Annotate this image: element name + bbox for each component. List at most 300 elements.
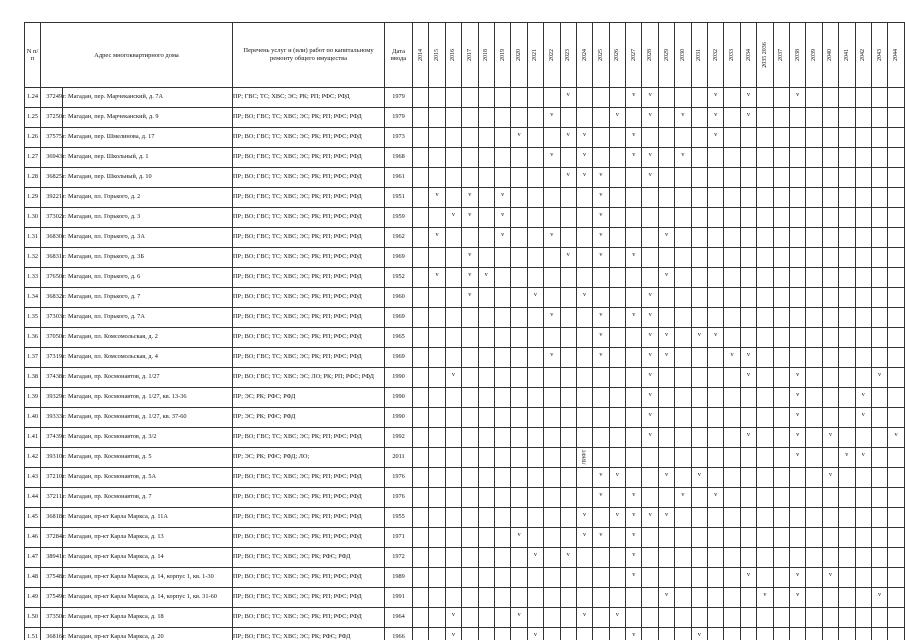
check-mark: v xyxy=(664,271,669,279)
year-cell xyxy=(626,428,642,448)
year-cell xyxy=(658,188,674,208)
check-mark: v xyxy=(796,391,800,399)
year-cell xyxy=(462,148,478,168)
services-list: ПР; ВО; ГВС; ТС; ХВС; ЭС; РК; РП; РФС; РФД xyxy=(233,128,385,148)
year-cell xyxy=(494,448,510,468)
year-cell xyxy=(740,268,756,288)
year-cell xyxy=(724,408,740,428)
row-number: 1.34 xyxy=(25,288,41,308)
row-number: 1.38 xyxy=(25,368,41,388)
services-list: ПР; ГВС; ТС; ХВС; ЭС; РК; РП; РФС; РФД xyxy=(233,88,385,108)
year-cell xyxy=(560,268,576,288)
services-list: ПР; ВО; ГВС; ТС; ХВС; ЭС; РК; РП; РФС; РФД xyxy=(233,108,385,128)
check-mark: v xyxy=(615,471,619,479)
year-cell xyxy=(445,528,461,548)
house-id: 39333 xyxy=(41,408,63,428)
year-cell xyxy=(445,88,461,108)
check-mark: v xyxy=(861,411,865,419)
row-number: 1.36 xyxy=(25,328,41,348)
year-cell xyxy=(445,368,461,388)
year-cell xyxy=(642,608,658,628)
check-mark: v xyxy=(435,231,439,239)
year-cell xyxy=(462,348,478,368)
year-cell xyxy=(806,168,822,188)
year-cell xyxy=(576,368,592,388)
year-cell xyxy=(839,488,855,508)
built-year: 1952 xyxy=(385,268,413,288)
year-cell xyxy=(888,448,904,468)
check-mark: v xyxy=(648,91,652,99)
year-cell xyxy=(544,148,560,168)
year-cell xyxy=(675,568,691,588)
year-cell xyxy=(708,468,724,488)
year-cell xyxy=(740,308,756,328)
year-label: 2020 xyxy=(516,49,523,61)
check-mark: v xyxy=(664,331,669,339)
year-cell xyxy=(708,608,724,628)
year-cell xyxy=(822,248,838,268)
table-row xyxy=(25,188,905,208)
year-cell xyxy=(773,228,789,248)
year-header xyxy=(626,23,642,88)
year-cell xyxy=(511,188,527,208)
built-year: 1960 xyxy=(385,288,413,308)
year-cell xyxy=(871,588,887,608)
year-cell xyxy=(494,468,510,488)
year-cell xyxy=(609,408,625,428)
year-cell xyxy=(855,568,871,588)
built-year: 1969 xyxy=(385,248,413,268)
year-cell xyxy=(576,188,592,208)
built-year: 1972 xyxy=(385,548,413,568)
year-cell xyxy=(544,588,560,608)
year-cell xyxy=(691,588,707,608)
year-cell xyxy=(642,388,658,408)
year-cell xyxy=(806,488,822,508)
year-cell xyxy=(494,148,510,168)
check-mark: v xyxy=(484,271,488,279)
built-year: 1976 xyxy=(385,468,413,488)
built-year: 1971 xyxy=(385,528,413,548)
year-cell xyxy=(789,528,805,548)
year-cell xyxy=(576,408,592,428)
year-cell xyxy=(560,308,576,328)
check-mark: v xyxy=(681,491,685,499)
year-cell xyxy=(691,168,707,188)
year-cell xyxy=(494,208,510,228)
year-cell xyxy=(691,248,707,268)
year-cell xyxy=(511,108,527,128)
year-cell xyxy=(445,148,461,168)
year-cell xyxy=(658,528,674,548)
table-row xyxy=(25,488,905,508)
services-list: ПР; ВО; ГВС; ТС; ХВС; ЭС; ЛО; РК; РП; РФС; РФД xyxy=(233,368,385,388)
year-cell xyxy=(626,228,642,248)
services-list: ПР; ВО; ГВС; ТС; ХВС; ЭС; РК; РП; РФС; РФД xyxy=(233,608,385,628)
year-cell xyxy=(773,88,789,108)
year-cell xyxy=(708,128,724,148)
year-cell xyxy=(773,628,789,640)
year-header xyxy=(511,23,527,88)
year-cell xyxy=(806,588,822,608)
year-cell xyxy=(708,588,724,608)
year-cell xyxy=(462,428,478,448)
check-mark: v xyxy=(632,91,636,99)
year-cell xyxy=(757,428,773,448)
built-year: 1992 xyxy=(385,428,413,448)
year-cell xyxy=(871,528,887,548)
year-cell xyxy=(724,88,740,108)
row-number: 1.37 xyxy=(25,348,41,368)
year-cell xyxy=(822,288,838,308)
year-cell xyxy=(511,148,527,168)
year-cell xyxy=(724,488,740,508)
year-cell xyxy=(773,108,789,128)
year-cell xyxy=(560,348,576,368)
year-cell xyxy=(511,368,527,388)
check-mark: v xyxy=(632,511,636,519)
year-cell xyxy=(429,508,445,528)
year-cell xyxy=(740,568,756,588)
year-cell xyxy=(806,508,822,528)
year-cell xyxy=(576,88,592,108)
year-cell xyxy=(740,548,756,568)
year-label: 2015 xyxy=(434,49,441,61)
year-cell xyxy=(462,88,478,108)
year-cell xyxy=(560,608,576,628)
year-cell xyxy=(527,388,543,408)
year-cell xyxy=(429,488,445,508)
year-cell xyxy=(888,548,904,568)
year-cell xyxy=(576,628,592,640)
year-cell xyxy=(626,548,642,568)
year-cell xyxy=(773,308,789,328)
house-id: 36816 xyxy=(41,628,63,640)
year-cell xyxy=(806,88,822,108)
year-cell xyxy=(839,448,855,468)
year-cell xyxy=(822,108,838,128)
year-cell xyxy=(675,88,691,108)
year-cell xyxy=(691,428,707,448)
year-cell xyxy=(560,548,576,568)
year-cell xyxy=(708,448,724,468)
check-mark: v xyxy=(599,351,603,359)
year-cell xyxy=(609,288,625,308)
year-cell xyxy=(658,308,674,328)
year-cell xyxy=(855,228,871,248)
table-row xyxy=(25,268,905,288)
year-cell xyxy=(576,308,592,328)
year-cell xyxy=(511,628,527,640)
year-cell xyxy=(527,88,543,108)
year-cell xyxy=(773,168,789,188)
year-cell xyxy=(642,368,658,388)
year-cell xyxy=(527,268,543,288)
check-mark: v xyxy=(435,271,439,279)
year-cell xyxy=(494,228,510,248)
year-cell xyxy=(691,208,707,228)
year-cell xyxy=(511,508,527,528)
year-cell xyxy=(544,168,560,188)
check-mark: v xyxy=(697,631,701,639)
year-cell xyxy=(462,128,478,148)
year-cell xyxy=(560,328,576,348)
year-label: 2022 xyxy=(548,49,555,61)
year-cell xyxy=(429,568,445,588)
house-id: 37548 xyxy=(41,568,63,588)
year-cell xyxy=(839,548,855,568)
house-id: 37549 xyxy=(41,588,63,608)
check-mark: v xyxy=(583,291,587,299)
year-cell xyxy=(757,608,773,628)
check-mark: v xyxy=(599,491,603,499)
table-row xyxy=(25,168,905,188)
year-cell xyxy=(462,588,478,608)
year-cell xyxy=(642,148,658,168)
year-cell xyxy=(658,288,674,308)
year-cell xyxy=(724,568,740,588)
year-cell xyxy=(724,308,740,328)
year-cell xyxy=(429,88,445,108)
built-year: 1990 xyxy=(385,388,413,408)
year-cell xyxy=(413,568,429,588)
year-label: 2024 xyxy=(581,49,588,61)
year-cell xyxy=(675,288,691,308)
check-mark: v xyxy=(583,511,587,519)
year-cell xyxy=(494,368,510,388)
year-cell xyxy=(871,628,887,640)
check-mark: v xyxy=(828,471,833,479)
year-cell xyxy=(429,608,445,628)
num-header: N п/п xyxy=(25,23,41,88)
year-cell xyxy=(855,148,871,168)
table-row xyxy=(25,608,905,628)
year-cell xyxy=(626,148,642,168)
check-mark: v xyxy=(566,251,570,259)
year-cell xyxy=(888,328,904,348)
check-mark: v xyxy=(533,291,537,299)
house-id: 38941 xyxy=(41,548,63,568)
year-cell xyxy=(511,568,527,588)
house-address: г. Магадан, пл. Горького, д. 7А xyxy=(63,308,233,328)
year-cell xyxy=(609,348,625,368)
year-cell xyxy=(757,208,773,228)
check-mark: v xyxy=(664,591,669,599)
year-cell xyxy=(544,468,560,488)
year-cell xyxy=(576,508,592,528)
year-cell xyxy=(413,448,429,468)
year-cell xyxy=(445,488,461,508)
year-cell xyxy=(413,528,429,548)
year-cell xyxy=(708,348,724,368)
house-address: г. Магадан, пл. Горького, д. 3А xyxy=(63,228,233,248)
year-cell xyxy=(576,588,592,608)
check-mark: v xyxy=(796,451,800,459)
year-cell xyxy=(494,248,510,268)
year-cell xyxy=(511,388,527,408)
year-cell xyxy=(429,108,445,128)
check-mark: v xyxy=(501,211,505,219)
house-id: 36831 xyxy=(41,248,63,268)
year-cell xyxy=(494,268,510,288)
year-cell xyxy=(855,268,871,288)
year-cell xyxy=(642,328,658,348)
year-cell xyxy=(626,468,642,488)
year-cell xyxy=(462,608,478,628)
year-cell xyxy=(593,588,609,608)
year-cell xyxy=(642,288,658,308)
year-cell xyxy=(757,168,773,188)
year-cell xyxy=(462,248,478,268)
year-cell xyxy=(789,268,805,288)
services-list: ПР; ВО; ГВС; ТС; ХВС; ЭС; РК; РП; РФС; РФД xyxy=(233,308,385,328)
year-cell xyxy=(445,428,461,448)
year-cell xyxy=(871,448,887,468)
year-cell xyxy=(576,208,592,228)
year-cell xyxy=(544,268,560,288)
year-cell xyxy=(658,88,674,108)
year-cell xyxy=(888,268,904,288)
check-mark: v xyxy=(550,231,554,239)
check-mark: v xyxy=(648,351,652,359)
year-cell xyxy=(478,248,494,268)
built-year: 1966 xyxy=(385,628,413,640)
year-cell xyxy=(708,408,724,428)
check-mark: v xyxy=(648,511,652,519)
year-cell xyxy=(740,88,756,108)
year-cell xyxy=(593,328,609,348)
year-cell xyxy=(724,128,740,148)
year-header xyxy=(724,23,740,88)
year-cell xyxy=(675,128,691,148)
year-label: 2029 xyxy=(663,49,670,61)
year-label: 2017 xyxy=(466,49,473,61)
check-mark: v xyxy=(697,471,701,479)
year-cell xyxy=(806,208,822,228)
year-cell xyxy=(806,248,822,268)
year-cell xyxy=(658,448,674,468)
check-mark: v xyxy=(648,111,652,119)
built-year: 1979 xyxy=(385,88,413,108)
house-address: г. Магадан, пр. Космонавтов, д. 1/27, кв. 37-60 xyxy=(63,408,233,428)
year-cell xyxy=(642,628,658,640)
year-cell xyxy=(871,248,887,268)
check-mark: v xyxy=(746,371,751,379)
year-cell xyxy=(576,568,592,588)
year-cell xyxy=(413,548,429,568)
year-cell xyxy=(593,628,609,640)
year-cell xyxy=(576,448,592,468)
year-cell xyxy=(740,348,756,368)
year-cell xyxy=(855,208,871,228)
year-cell xyxy=(658,468,674,488)
year-cell xyxy=(642,408,658,428)
year-cell xyxy=(593,428,609,448)
year-header xyxy=(642,23,658,88)
year-cell xyxy=(839,388,855,408)
year-cell xyxy=(740,588,756,608)
year-cell xyxy=(888,488,904,508)
row-number: 1.50 xyxy=(25,608,41,628)
year-label: 2032 xyxy=(712,49,719,61)
year-cell xyxy=(871,488,887,508)
year-cell xyxy=(527,148,543,168)
year-cell xyxy=(609,528,625,548)
year-cell xyxy=(478,228,494,248)
year-cell xyxy=(609,308,625,328)
year-cell xyxy=(560,528,576,548)
year-cell xyxy=(888,508,904,528)
year-cell xyxy=(494,568,510,588)
check-mark: v xyxy=(451,211,456,219)
year-cell xyxy=(740,428,756,448)
year-cell xyxy=(593,88,609,108)
year-label: 2025 xyxy=(597,49,604,61)
year-cell xyxy=(855,168,871,188)
year-cell xyxy=(494,108,510,128)
year-cell xyxy=(576,248,592,268)
year-label: 2018 xyxy=(483,49,490,61)
year-cell xyxy=(593,528,609,548)
year-cell xyxy=(773,508,789,528)
year-cell xyxy=(544,368,560,388)
year-cell xyxy=(642,348,658,368)
services-header: Перечень услуг и (или) работ по капитальному ремонту общего имущества xyxy=(233,23,385,88)
year-cell xyxy=(626,208,642,228)
row-number: 1.32 xyxy=(25,248,41,268)
year-header xyxy=(789,23,805,88)
year-cell xyxy=(773,288,789,308)
check-mark: v xyxy=(746,351,751,359)
year-cell xyxy=(593,308,609,328)
check-mark: v xyxy=(517,611,521,619)
year-cell xyxy=(691,188,707,208)
year-cell xyxy=(675,248,691,268)
year-cell xyxy=(740,448,756,468)
year-cell xyxy=(740,608,756,628)
year-cell xyxy=(527,568,543,588)
services-list: ПР; ВО; ГВС; ТС; ХВС; ЭС; РК; РП; РФС; РФД xyxy=(233,328,385,348)
year-cell xyxy=(478,348,494,368)
year-cell xyxy=(413,628,429,640)
year-cell xyxy=(691,408,707,428)
year-cell xyxy=(511,428,527,448)
year-header xyxy=(478,23,494,88)
year-cell xyxy=(413,608,429,628)
year-cell xyxy=(642,108,658,128)
year-cell xyxy=(445,628,461,640)
year-cell xyxy=(445,608,461,628)
year-cell xyxy=(527,328,543,348)
address-header: Адрес многоквартирного дома xyxy=(41,23,233,88)
year-cell xyxy=(544,248,560,268)
year-cell xyxy=(806,608,822,628)
row-number: 1.35 xyxy=(25,308,41,328)
year-cell xyxy=(822,608,838,628)
year-cell xyxy=(626,88,642,108)
year-cell xyxy=(478,388,494,408)
year-cell xyxy=(609,568,625,588)
year-cell xyxy=(658,108,674,128)
year-header xyxy=(773,23,789,88)
year-cell xyxy=(806,228,822,248)
year-cell xyxy=(789,428,805,448)
year-cell xyxy=(855,408,871,428)
year-cell xyxy=(708,148,724,168)
built-year: 1962 xyxy=(385,228,413,248)
check-mark: v xyxy=(648,331,652,339)
check-mark: v xyxy=(746,111,751,119)
